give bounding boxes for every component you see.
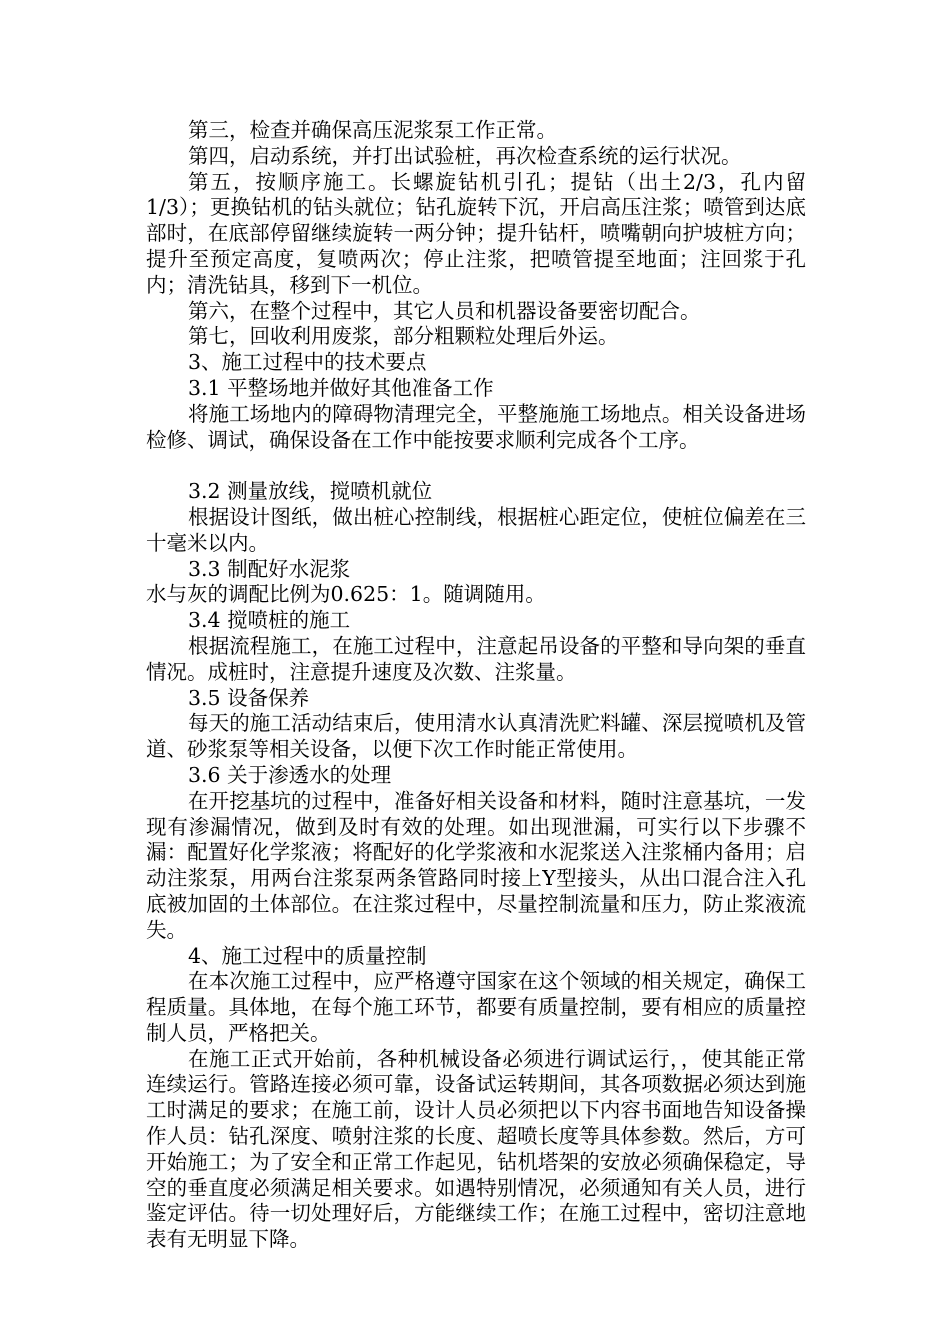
paragraph-step-5: 第五，按顺序施工。长螺旋钻机引孔；提钻（出土2/3，孔内留1/3）；更换钻机的钻头就位；钻孔旋转下沉，开启高压注浆；喷管到达底部时，在底部停留继续旋转一两分钟；提升钻杆，喷嘴朝向护坡桩方向；提升至预定高度，复喷两次；停止注浆，把喷管提至地面；注回浆于孔内；清洗钻具，移到下一机位。 [146, 169, 806, 297]
paragraph-step-7: 第七，回收利用废浆，部分粗颗粒处理后外运。 [188, 324, 619, 349]
paragraph-4-intro: 在本次施工过程中，应严格遵守国家在这个领域的相关规定，确保工程质量。具体地，在每个施工环节，都要有质量控制，要有相应的质量控制人员，严格把关。 [146, 969, 806, 1045]
paragraph-3-3: 水与灰的调配比例为0.625：1。随调随用。 [146, 582, 546, 607]
paragraph-step-3: 第三，检查并确保高压泥浆泵工作正常。 [188, 118, 557, 142]
document-body [146, 118, 806, 1253]
paragraph-step-6: 第六，在整个过程中，其它人员和机器设备要密切配合。 [188, 298, 701, 323]
subheading-3-3: 3.3 制配好水泥浆 [188, 556, 351, 581]
subheading-3-5: 3.5 设备保养 [188, 685, 310, 710]
paragraph-step-4: 第四，启动系统，并打出试验桩，再次检查系统的运行状况。 [188, 143, 742, 168]
paragraph-3-2: 根据设计图纸，做出桩心控制线，根据桩心距定位，使桩位偏差在三十毫米以内。 [146, 504, 806, 555]
subheading-3-4: 3.4 搅喷桩的施工 [188, 608, 351, 633]
section-heading-3: 3、施工过程中的技术要点 [188, 350, 427, 375]
subheading-3-2: 3.2 测量放线，搅喷机就位 [188, 479, 433, 504]
paragraph-4-details: 在施工正式开始前，各种机械设备必须进行调试运行，，使其能正常连续运行。管路连接必须可靠，设备试运转期间，其各项数据必须达到施工时满足的要求；在施工前，设计人员必须把以下内容书面地告知设备操作人员：钻孔深度、喷射注浆的长度、超喷长度等具体参数。然后，方可开始施工；为了安全和正常工作起见，钻机塔架的安放必须确保稳定，导空的垂直度必须满足相关要求。如遇特别情况，必须通知有关人员，进行鉴定评估。待一切处理好后，方能继续工作；在施工过程中，密切注意地表有无明显下降。 [146, 1046, 806, 1252]
paragraph-3-4: 根据流程施工，在施工过程中，注意起吊设备的平整和导向架的垂直情况。成桩时，注意提升速度及次数、注浆量。 [146, 633, 806, 684]
paragraph-3-5: 每天的施工活动结束后，使用清水认真清洗贮料罐、深层搅喷机及管道、砂浆泵等相关设备，以便下次工作时能正常使用。 [146, 711, 806, 762]
paragraph-3-1: 将施工场地内的障碍物清理完全，平整施施工场地点。相关设备进场检修、调试，确保设备在工作中能按要求顺利完成各个工序。 [146, 401, 806, 452]
subheading-3-1: 3.1 平整场地并做好其他准备工作 [188, 375, 494, 400]
blank-line [146, 453, 806, 479]
section-heading-4: 4、施工过程中的质量控制 [188, 943, 427, 968]
subheading-3-6: 3.6 关于渗透水的处理 [188, 762, 392, 787]
paragraph-3-6: 在开挖基坑的过程中，准备好相关设备和材料，随时注意基坑，一发现有渗漏情况，做到及时有效的处理。如出现泄漏，可实行以下步骤不漏：配置好化学浆液；将配好的化学浆液和水泥浆送入注浆桶内备用；启动注浆泵，用两台注浆泵两条管路同时接上Y型接头，从出口混合注入孔底被加固的土体部位。在注浆过程中，尽量控制流量和压力，防止浆液流失。 [146, 788, 806, 942]
